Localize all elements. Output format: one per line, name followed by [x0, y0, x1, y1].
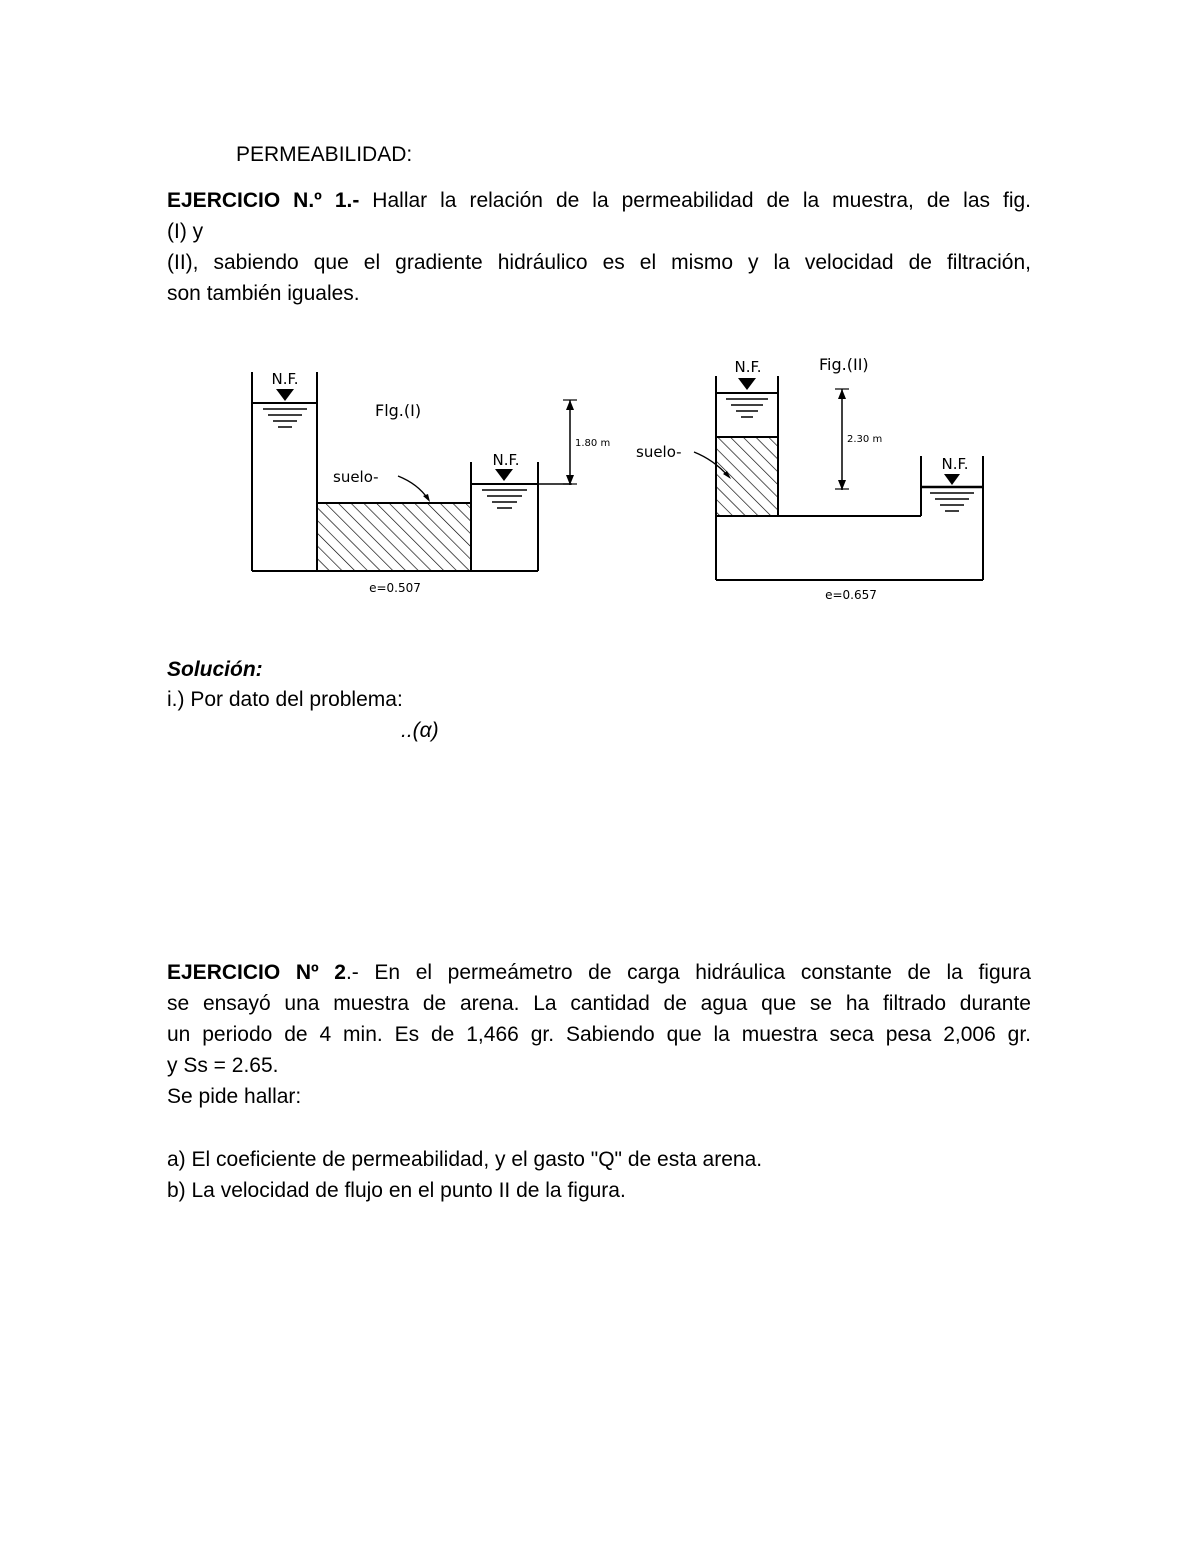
exercise-1-line-1 [167, 185, 1031, 216]
water-level-icon [472, 469, 537, 508]
fig2-height-label: 2.30 m [847, 434, 883, 445]
exercise-1-text-1: Hallar la relación de la permeabilidad de la muestra, de las fig. [359, 189, 1031, 212]
equation-reference: ..(α) [401, 719, 439, 742]
exercise-2-line-5: Se pide hallar: [167, 1085, 302, 1108]
exercise-1-label: EJERCICIO N.º 1.- [167, 189, 360, 212]
fig1-height-label: 1.80 m [575, 438, 611, 449]
fig2-nf-left-label: N.F. [734, 358, 762, 376]
exercise-1-line-2: (I) y [167, 220, 204, 243]
exercise-1-line-4: son también iguales. [167, 282, 360, 305]
figure-2 [636, 355, 983, 602]
exercise-2-line-1 [167, 957, 1031, 988]
solution-item-1: i.) Por dato del problema: [167, 688, 403, 711]
fig1-label: Flg.(I) [375, 401, 422, 420]
exercise-2-line-3: un periodo de 4 min. Es de 1,466 gr. Sabiendo que la muestra seca pesa 2,006 gr. [167, 1023, 1031, 1046]
exercise-2-label: EJERCICIO Nº 2 [167, 961, 346, 984]
exercise-1-line-3: (II), sabiendo que el gradiente hidráulico es el mismo y la velocidad de filtración, [167, 251, 1031, 274]
page-title: PERMEABILIDAD: [236, 143, 413, 166]
exercise-2-line-2: se ensayó una muestra de arena. La cantidad de agua que se ha filtrado durante [167, 992, 1031, 1015]
soil-sample-1 [317, 503, 471, 571]
fig1-void-ratio: e=0.507 [369, 581, 421, 595]
water-level-icon [922, 474, 982, 511]
exercise-2-line-4: y Ss = 2.65. [167, 1054, 279, 1077]
soil-sample-2 [716, 437, 778, 516]
fig1-soil-label: suelo- [333, 468, 379, 486]
fig2-label: Fig.(II) [819, 355, 869, 374]
solution-heading: Solución: [167, 658, 263, 681]
exercise-2-item-b: b) La velocidad de flujo en el punto II de la figura. [167, 1179, 626, 1202]
water-level-icon [717, 378, 777, 417]
fig2-void-ratio: e=0.657 [825, 588, 877, 602]
fig1-nf-right-label: N.F. [492, 451, 520, 469]
exercise-2-item-a: a) El coeficiente de permeabilidad, y el gasto "Q" de esta arena. [167, 1148, 763, 1171]
water-level-icon [253, 389, 316, 427]
figure-1 [252, 370, 610, 595]
fig1-nf-left-label: N.F. [271, 370, 299, 388]
fig2-nf-right-label: N.F. [941, 455, 969, 473]
fig2-soil-label: suelo- [636, 443, 682, 461]
exercise-2-text-1: .- En el permeámetro de carga hidráulica constante de la figura [345, 961, 1031, 984]
permeability-figure [0, 340, 1200, 620]
